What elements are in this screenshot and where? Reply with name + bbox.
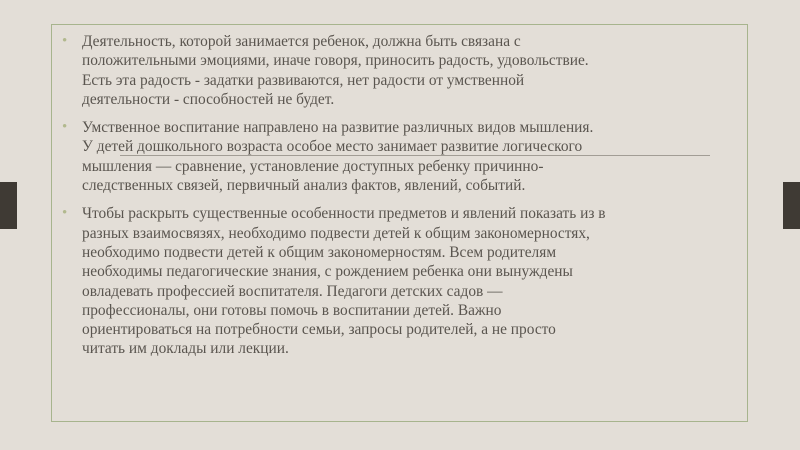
paragraph-line: необходимы педагогические знания, с рождением ребенка они вынуждены xyxy=(82,263,573,281)
bullet-paragraph-1 xyxy=(62,32,742,109)
paragraph-line: Деятельность, которой занимается ребенок, должна быть связана с xyxy=(82,33,521,50)
paragraph-line: разных взаимосвязях, необходимо подвести детей к общим закономерностях, xyxy=(82,224,590,242)
paragraph-line: положительными эмоциями, иначе говоря, приносить радость, удовольствие. xyxy=(82,52,589,70)
slide-content xyxy=(62,32,742,368)
right-side-bar xyxy=(783,182,800,229)
left-side-bar xyxy=(0,182,17,229)
paragraph-line: необходимо подвести детей к общим закономерностям. Всем родителям xyxy=(82,243,557,261)
paragraph-line: Чтобы раскрыть существенные особенности предметов и явлений показать из в xyxy=(82,205,606,223)
bullet-paragraph-3 xyxy=(62,204,742,358)
paragraph-line: профессионалы, они готовы помочь в воспитании детей. Важно xyxy=(82,301,502,319)
paragraph-line: овладевать профессией воспитателя. Педагоги детских садов — xyxy=(82,282,503,300)
paragraph-line: мышления — сравнение, установление доступных ребенку причинно- xyxy=(82,157,544,175)
bullet-icon: • xyxy=(62,119,68,136)
bullet-icon: • xyxy=(62,205,68,222)
paragraph-line: Умственное воспитание направлено на развитие различных видов мышления. xyxy=(82,119,594,137)
paragraph-line: ориентироваться на потребности семьи, запросы родителей, а не просто xyxy=(82,321,556,339)
paragraph-line: деятельности - способностей не будет. xyxy=(82,90,335,108)
paragraph-line: У детей дошкольного возраста особое место занимает развитие логического xyxy=(82,138,583,156)
bullet-paragraph-2 xyxy=(62,118,742,195)
paragraph-line: читать им доклады или лекции. xyxy=(82,340,289,358)
paragraph-line: Есть эта радость - задатки развиваются, нет радости от умственной xyxy=(82,71,525,89)
bullet-icon: • xyxy=(62,33,68,49)
paragraph-line: следственных связей, первичный анализ фактов, явлений, событий. xyxy=(82,177,526,195)
